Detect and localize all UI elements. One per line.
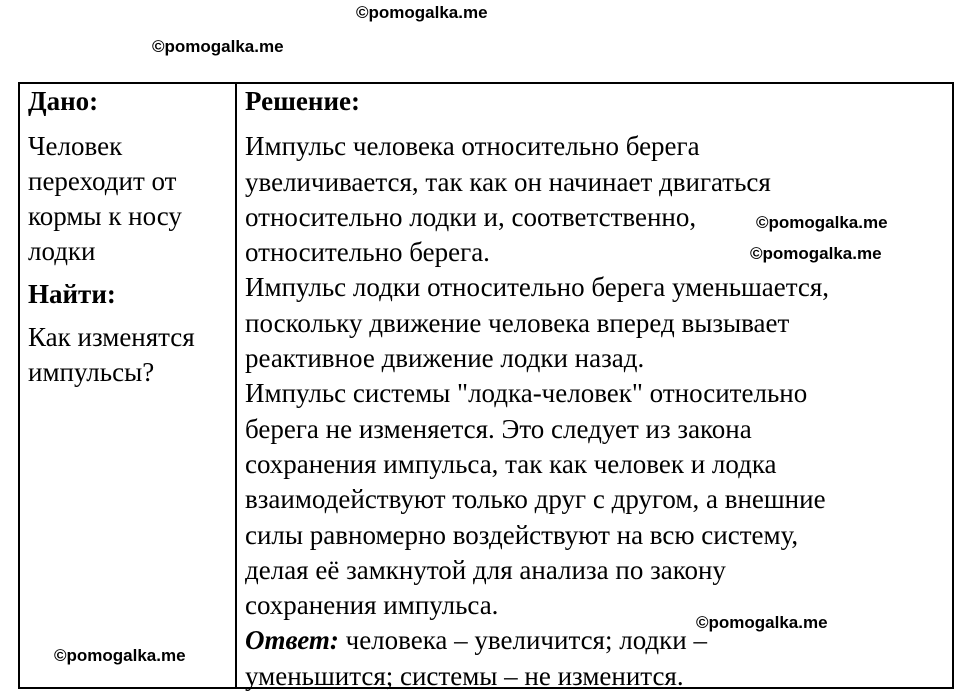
watermark-upper-left: ©pomogalka.me [152, 37, 284, 56]
column-divider [235, 82, 237, 689]
watermark-bottom-left: ©pomogalka.me [54, 646, 186, 665]
solution-paragraph-1: Импульс человека относительно берега увеличивается, так как он начинает двигаться относительно лодки и, соответственно, относительно берега. [245, 131, 771, 268]
watermark-bottom-right: ©pomogalka.me [696, 613, 828, 632]
solution-paragraph-3: Импульс системы "лодка-человек" относительно берега не изменяется. Это следует из закона сохранения импульса, так как человек и лодка взаимодействуют только друг с другом, а внешние силы равномерно воздействуют на всю систему, делая её замкнутой для анализа по закону сохранения импульса. [245, 378, 826, 621]
find-text: Как изменятся импульсы? [28, 322, 195, 387]
solution-paragraph-2: Импульс лодки относительно берега уменьшается, поскольку движение человека вперед вызывает реактивное движение лодки назад. [245, 272, 830, 374]
watermark-top: ©pomogalka.me [356, 3, 488, 22]
find-heading: Найти: [28, 279, 116, 309]
answer [245, 623, 945, 694]
given-find-column [28, 84, 228, 390]
watermark-solution-right-1: ©pomogalka.me [756, 213, 888, 232]
watermark-solution-right-2: ©pomogalka.me [750, 244, 882, 263]
given-heading: Дано: [28, 86, 99, 116]
solution-heading: Решение: [245, 86, 360, 116]
given-text: Человек переходит от кормы к носу лодки [28, 131, 182, 266]
answer-label: Ответ: [245, 625, 339, 656]
solution-column [245, 84, 945, 694]
answer-text: человека – увеличится; лодки – уменьшится; системы – не изменится. [245, 625, 707, 691]
